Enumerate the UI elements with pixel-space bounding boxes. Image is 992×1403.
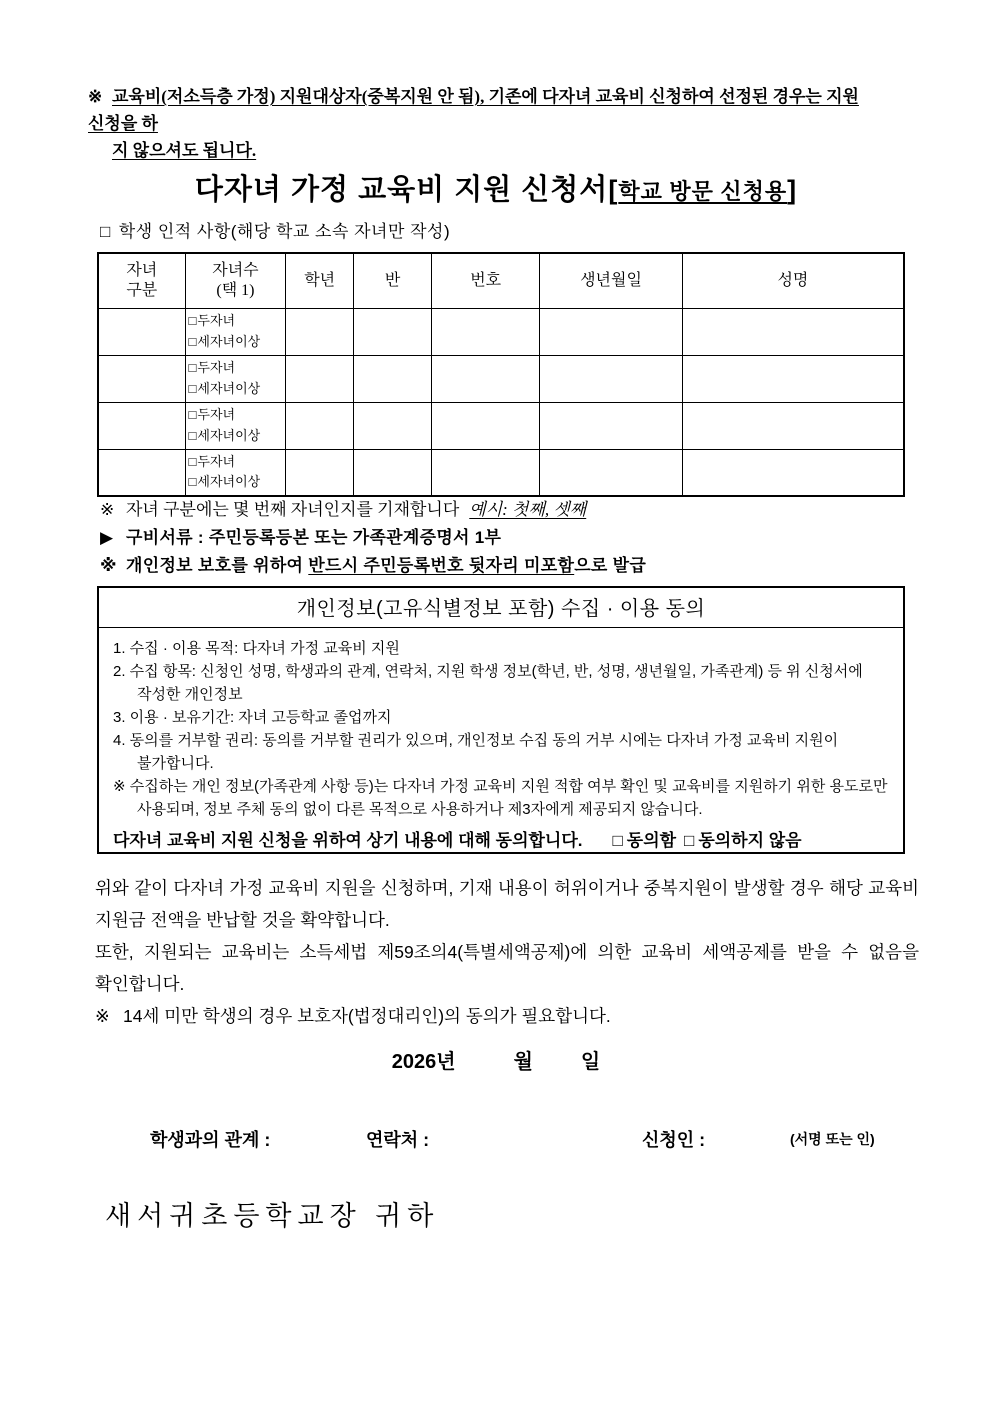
title-bracket-open: [ [608, 175, 619, 205]
cell-name-input[interactable] [682, 355, 904, 402]
cell-name-input[interactable] [682, 308, 904, 355]
cell-grade-input[interactable] [286, 449, 354, 496]
consent-agreement-line [113, 826, 891, 856]
note-privacy-prefix: 개인정보 보호를 위하여 [126, 556, 309, 575]
student-section-heading [100, 217, 450, 242]
cell-birthdate-input[interactable] [540, 308, 683, 355]
form-title [0, 167, 992, 208]
cell-child-count [185, 449, 286, 496]
cell-child-count [185, 308, 286, 355]
label-two-children: 두자녀 [197, 359, 236, 375]
consent-agreement-statement: 다자녀 교육비 지원 신청을 위하여 상기 내용에 대해 동의합니다. [113, 831, 583, 850]
col-header-child-count: 자녀수 (택 1) [185, 253, 286, 308]
consent-item-usage-note: ※ 수집하는 개인 정보(가족관계 사항 등)는 다자녀 가정 교육비 지원 적합 여부 확인 및 교육비를 지원하기 위한 용도로만 사용되며, 정보 주체 동의 없이 다른 목적으로 사용하거나 제3자에게 제공되지 않습니다. [113, 778, 888, 818]
cell-birthdate-input[interactable] [540, 449, 683, 496]
label-agree: 동의함 [626, 831, 677, 850]
form-title-main: 다자녀 가정 교육비 지원 신청서 [194, 174, 609, 206]
declaration-paragraph-1: 위와 같이 다자녀 가정 교육비 지원을 신청하며, 기재 내용이 허위이거나 중복지원이 발생할 경우 해당 교육비 지원금 전액을 반납할 것을 확약합니다. [95, 878, 919, 930]
date-month-label: 월 [513, 1051, 533, 1073]
cell-name-input[interactable] [682, 402, 904, 449]
arrow-bullet-icon: ▶ [100, 528, 114, 547]
cell-child-count [185, 355, 286, 402]
label-disagree: 동의하지 않음 [698, 831, 802, 850]
cell-number-input[interactable] [432, 449, 540, 496]
checkbox-two-children[interactable]: □ [188, 359, 197, 375]
declaration-paragraph-3-text: 14세 미만 학생의 경우 보호자(법정대리인)의 동의가 필요합니다. [123, 1006, 611, 1026]
note-child-order-example: 예시: 첫째, 셋째 [469, 500, 587, 519]
checkbox-three-or-more[interactable]: □ [188, 380, 197, 396]
notice-line1: 교육비(저소득층 가정) 지원대상자(중복지원 안 됨), 기존에 다자녀 교육비 신청하여 선정된 경우는 지원 신청을 하 [88, 87, 859, 133]
table-row-4 [98, 449, 904, 496]
label-three-or-more: 세자녀이상 [197, 427, 261, 443]
col-header-birthdate: 생년월일 [540, 253, 683, 308]
cell-grade-input[interactable] [286, 402, 354, 449]
consent-item-purpose: 1. 수집 · 이용 목적: 다자녀 가정 교육비 지원 [113, 640, 400, 657]
checkbox-three-or-more[interactable]: □ [188, 427, 197, 443]
note-required-documents [100, 524, 912, 552]
consent-item-retention: 3. 이용 · 보유기간: 자녀 고등학교 졸업까지 [113, 709, 392, 726]
col-header-number: 번호 [432, 253, 540, 308]
date-year: 2026년 [391, 1051, 456, 1073]
contact-label: 연락처 : [366, 1130, 430, 1150]
note-child-order [100, 496, 912, 524]
note-required-documents-text: 구비서류 : 주민등록등본 또는 가족관계증명서 1부 [126, 528, 502, 547]
student-section-heading-label: 학생 인적 사항(해당 학교 소속 자녀만 작성) [118, 222, 451, 241]
recipient-line: 새서귀초등학교장 귀하 [105, 1201, 440, 1231]
col-header-grade: 학년 [286, 253, 354, 308]
title-bracket-close: ] [787, 175, 798, 205]
reference-mark-icon: ※ [100, 556, 117, 575]
cell-class-input[interactable] [354, 308, 432, 355]
col-header-child-order: 자녀 구분 [98, 253, 185, 308]
notice-line2: 지 않으셔도 됩니다. [112, 141, 257, 160]
label-three-or-more: 세자녀이상 [197, 380, 261, 396]
reference-mark-icon: ※ [95, 1006, 110, 1026]
cell-grade-input[interactable] [286, 355, 354, 402]
applicant-label: 신청인 : [642, 1130, 706, 1150]
cell-grade-input[interactable] [286, 308, 354, 355]
reference-mark-icon: ※ [88, 87, 103, 106]
checkbox-two-children[interactable]: □ [188, 312, 197, 328]
cell-class-input[interactable] [354, 402, 432, 449]
cell-number-input[interactable] [432, 308, 540, 355]
consent-box-body [99, 628, 903, 856]
cell-number-input[interactable] [432, 402, 540, 449]
label-two-children: 두자녀 [197, 453, 236, 469]
consent-item-refusal-right: 4. 동의를 거부할 권리: 동의를 거부할 권리가 있으며, 개인정보 수집 동의 거부 시에는 다자녀 가정 교육비 지원이 불가합니다. [113, 732, 839, 772]
cell-class-input[interactable] [354, 449, 432, 496]
date-line [0, 1045, 992, 1074]
checkbox-disagree[interactable]: □ [684, 831, 695, 850]
cell-child-count [185, 402, 286, 449]
consent-item-collected: 2. 수집 항목: 신청인 성명, 학생과의 관계, 연락처, 지원 학생 정보(학년, 반, 성명, 생년월일, 가족관계) 등 위 신청서에 작성한 개인정보 [113, 663, 863, 703]
label-three-or-more: 세자녀이상 [197, 474, 261, 490]
checkbox-three-or-more[interactable]: □ [188, 474, 197, 490]
signature-row [0, 1126, 992, 1158]
signature-or-seal-note: (서명 또는 인) [790, 1131, 875, 1147]
cell-class-input[interactable] [354, 355, 432, 402]
checkbox-two-children[interactable]: □ [188, 453, 197, 469]
cell-name-input[interactable] [682, 449, 904, 496]
title-bracket-text: 학교 방문 신청용 [618, 179, 788, 204]
checkbox-two-children[interactable]: □ [188, 406, 197, 422]
col-header-name: 성명 [682, 253, 904, 308]
table-row-1 [98, 308, 904, 355]
table-notes [100, 496, 912, 580]
table-row-2 [98, 355, 904, 402]
reference-mark-icon: ※ [100, 500, 115, 519]
cell-child-order-input[interactable] [98, 402, 185, 449]
student-info-table [97, 252, 905, 497]
consent-box-title: 개인정보(고유식별정보 포함) 수집 · 이용 동의 [99, 588, 903, 628]
label-three-or-more: 세자녀이상 [197, 333, 261, 349]
cell-child-order-input[interactable] [98, 308, 185, 355]
note-privacy-suffix: 으로 발급 [574, 556, 647, 575]
table-row-3 [98, 402, 904, 449]
note-privacy-underlined: 반드시 주민등록번호 뒷자리 미포함 [308, 556, 575, 575]
checkbox-agree[interactable]: □ [612, 831, 623, 850]
cell-birthdate-input[interactable] [540, 402, 683, 449]
cell-birthdate-input[interactable] [540, 355, 683, 402]
cell-child-order-input[interactable] [98, 449, 185, 496]
square-bullet-icon: □ [100, 222, 111, 241]
privacy-consent-box [97, 586, 905, 854]
note-child-order-text: 자녀 구분에는 몇 번째 자녀인지를 기재합니다 [126, 500, 460, 519]
label-two-children: 두자녀 [197, 312, 236, 328]
cell-child-order-input[interactable] [98, 355, 185, 402]
declaration-section [95, 872, 919, 1032]
declaration-paragraph-3 [95, 1000, 919, 1032]
declaration-paragraph-2: 또한, 지원되는 교육비는 소득세법 제59조의4(특별세액공제)에 의한 교육비 세액공제를 받을 수 없음을 확인합니다. [95, 942, 919, 994]
top-notice [88, 83, 910, 164]
table-header-row [98, 253, 904, 308]
label-two-children: 두자녀 [197, 406, 236, 422]
checkbox-three-or-more[interactable]: □ [188, 333, 197, 349]
cell-number-input[interactable] [432, 355, 540, 402]
note-privacy-issue [100, 552, 912, 580]
relation-to-student-label: 학생과의 관계 : [150, 1130, 271, 1150]
date-day-label: 일 [580, 1051, 601, 1073]
col-header-class: 반 [354, 253, 432, 308]
